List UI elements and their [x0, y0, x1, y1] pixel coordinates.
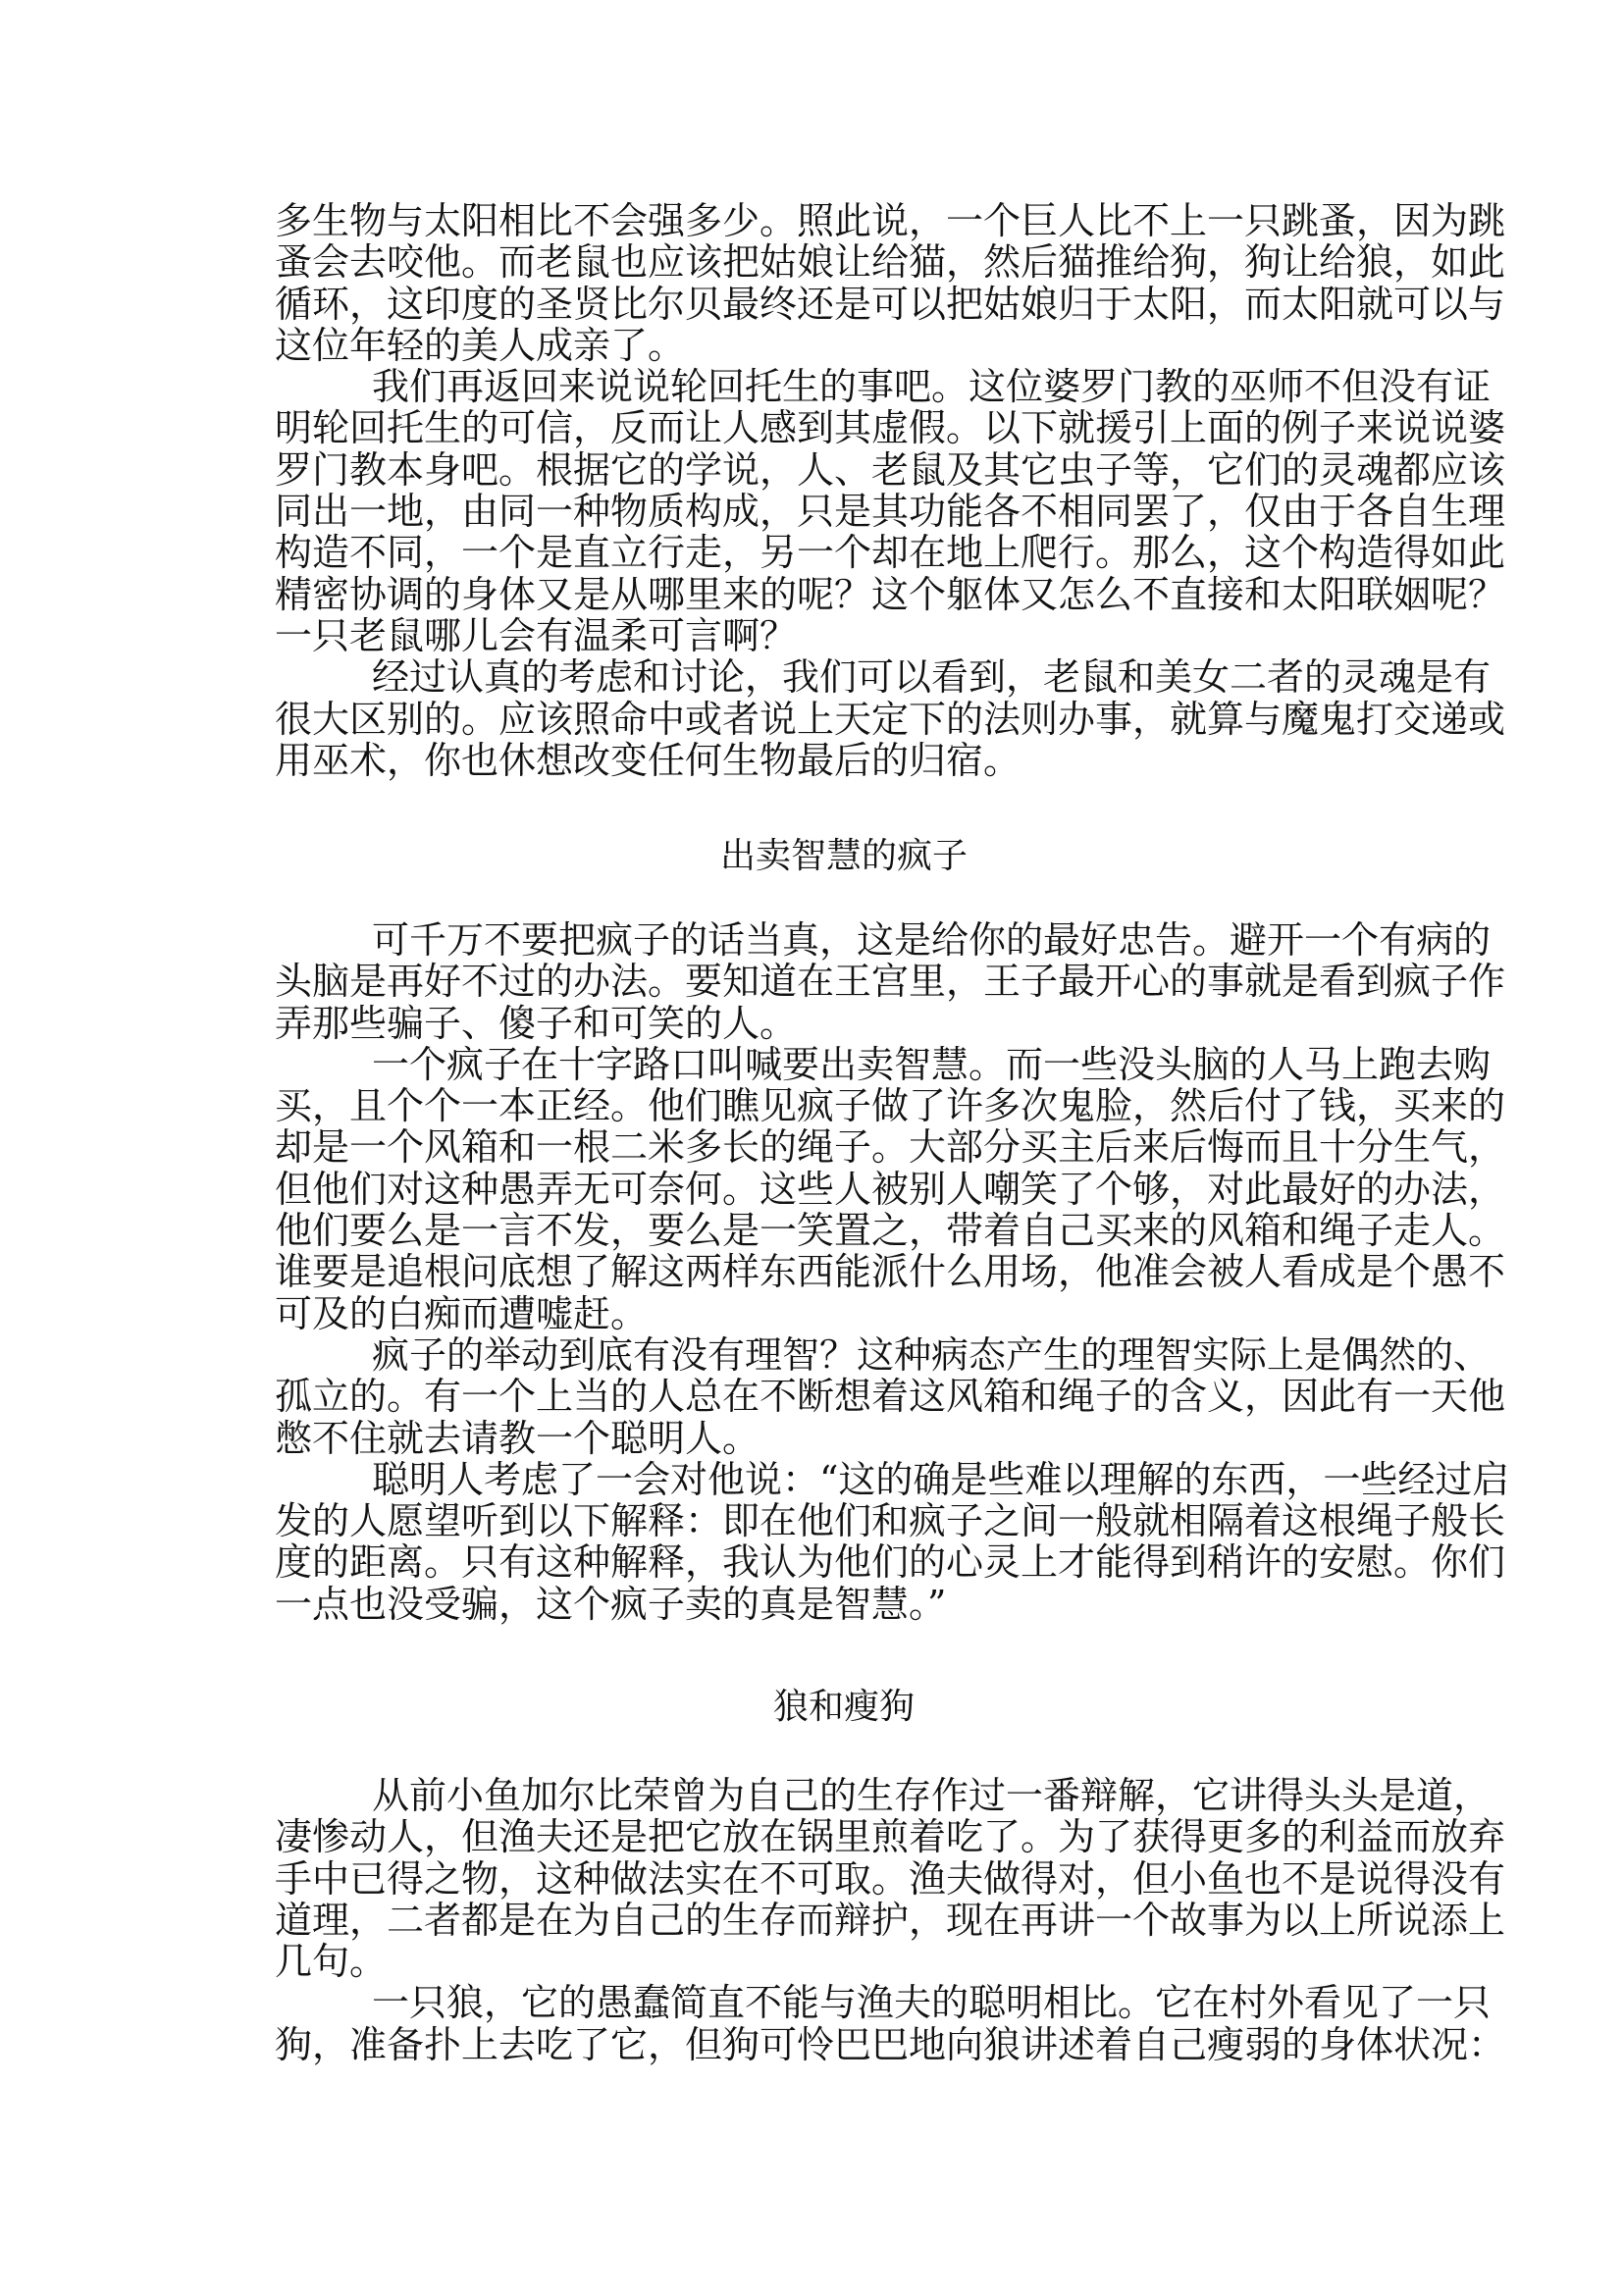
section-continuation — [275, 199, 1506, 782]
text-line: 却是一个风箱和一根二米多长的绳子。大部分买主后来后悔而且十分生气， — [275, 1125, 1506, 1170]
text-line: 罗门教本身吧。根据它的学说，人、老鼠及其它虫子等，它们的灵魂都应该 — [275, 447, 1506, 492]
text-line: 他们要么是一言不发，要么是一笑置之，带着自己买来的风箱和绳子走人。 — [275, 1209, 1506, 1253]
text-line: 发的人愿望听到以下解释：即在他们和疯子之间一般就相隔着这根绳子般长 — [275, 1499, 1506, 1543]
text-line: 头脑是再好不过的办法。要知道在王宫里，王子最开心的事就是看到疯子作 — [275, 960, 1506, 1004]
paragraph — [275, 1774, 1506, 1984]
text-line: 同出一地，由同一种物质构成，只是其功能各不相同罢了，仅由于各自生理 — [275, 490, 1506, 534]
paragraph — [275, 1332, 1506, 1460]
paragraph — [275, 199, 1506, 367]
text-line: 这位年轻的美人成亲了。 — [275, 323, 686, 367]
paragraph — [275, 1457, 1510, 1626]
text-line: 循环，这印度的圣贤比尔贝最终还是可以把姑娘归于太阳，而太阳就可以与 — [275, 282, 1506, 326]
text-line: 但他们对这种愚弄无可奈何。这些人被别人嘲笑了个够，对此最好的办法， — [275, 1167, 1506, 1211]
text-line: 蚤会去咬他。而老鼠也应该把姑娘让给猫，然后猫推给狗，狗让给狼，如此 — [275, 240, 1506, 285]
text-line: 谁要是追根问底想了解这两样东西能派什么用场，他准会被人看成是个愚不 — [275, 1250, 1506, 1294]
paragraph — [275, 1042, 1506, 1335]
text-line: 一只老鼠哪儿会有温柔可言啊？ — [275, 613, 798, 657]
text-line: 道理，二者都是在为自己的生存而辩护，现在再讲一个故事为以上所说添上 — [275, 1898, 1506, 1942]
text-line: 狗，准备扑上去吃了它，但狗可怜巴巴地向狼讲述着自己瘦弱的身体状况： — [275, 2022, 1506, 2066]
paragraph — [275, 655, 1506, 782]
text-line: 一点也没受骗，这个疯子卖的真是智慧。” — [275, 1582, 947, 1626]
text-line: 一只狼，它的愚蠢简直不能与渔夫的聪明相比。它在村外看见了一只 — [372, 1981, 1492, 2025]
text-line: 明轮回托生的可信，反而让人感到其虚假。以下就援引上面的例子来说说婆 — [275, 406, 1506, 450]
text-line: 买，且个个一本正经。他们瞧见疯子做了许多次鬼脸，然后付了钱，买来的 — [275, 1084, 1506, 1128]
section-body — [275, 918, 1510, 1626]
text-line: 聪明人考虑了一会对他说：“这的确是些难以理解的东西，一些经过启 — [372, 1457, 1510, 1501]
text-line: 精密协调的身体又是从哪里来的呢？这个躯体又怎么不直接和太阳联姻呢？ — [275, 572, 1506, 616]
paragraph — [275, 365, 1506, 657]
section-body — [275, 1774, 1506, 2066]
text-line: 很大区别的。应该照命中或者说上天定下的法则办事，就算与魔鬼打交递或 — [275, 697, 1506, 741]
paragraph — [275, 918, 1506, 1045]
text-line: 可千万不要把疯子的话当真，这是给你的最好忠告。避开一个有病的 — [372, 918, 1492, 962]
text-line: 经过认真的考虑和讨论，我们可以看到，老鼠和美女二者的灵魂是有 — [372, 655, 1492, 700]
text-line: 憋不住就去请教一个聪明人。 — [275, 1416, 760, 1460]
text-line: 我们再返回来说说轮回托生的事吧。这位婆罗门教的巫师不但没有证 — [372, 365, 1492, 409]
text-line: 弄那些骗子、傻子和可笑的人。 — [275, 1001, 798, 1045]
text-line: 一个疯子在十字路口叫喊要出卖智慧。而一些没头脑的人马上跑去购 — [372, 1042, 1492, 1086]
section-title: 狼和瘦狗 — [772, 1687, 915, 1727]
section-title: 出卖智慧的疯子 — [719, 836, 968, 876]
text-line: 手中已得之物，这种做法实在不可取。渔夫做得对，但小鱼也不是说得没有 — [275, 1856, 1506, 1901]
paragraph — [275, 1981, 1506, 2066]
text-line: 几句。 — [275, 1940, 388, 1984]
text-line: 疯子的举动到底有没有理智？这种病态产生的理智实际上是偶然的、 — [372, 1332, 1492, 1377]
text-line: 用巫术，你也休想改变任何生物最后的归宿。 — [275, 738, 1022, 782]
text-line: 构造不同，一个是直立行走，另一个却在地上爬行。那么，这个构造得如此 — [275, 531, 1506, 575]
text-line: 孤立的。有一个上当的人总在不断想着这风箱和绳子的含义，因此有一天他 — [275, 1375, 1506, 1419]
text-line: 可及的白痴而遭嘘赶。 — [275, 1291, 649, 1335]
text-line: 从前小鱼加尔比荣曾为自己的生存作过一番辩解，它讲得头头是道， — [372, 1774, 1492, 1817]
text-line: 凄惨动人，但渔夫还是把它放在锅里煎着吃了。为了获得更多的利益而放弃 — [275, 1815, 1506, 1859]
text-line: 多生物与太阳相比不会强多少。照此说，一个巨人比不上一只跳蚤，因为跳 — [275, 199, 1506, 242]
text-line: 度的距离。只有这种解释，我认为他们的心灵上才能得到稍许的安慰。你们 — [275, 1540, 1506, 1585]
